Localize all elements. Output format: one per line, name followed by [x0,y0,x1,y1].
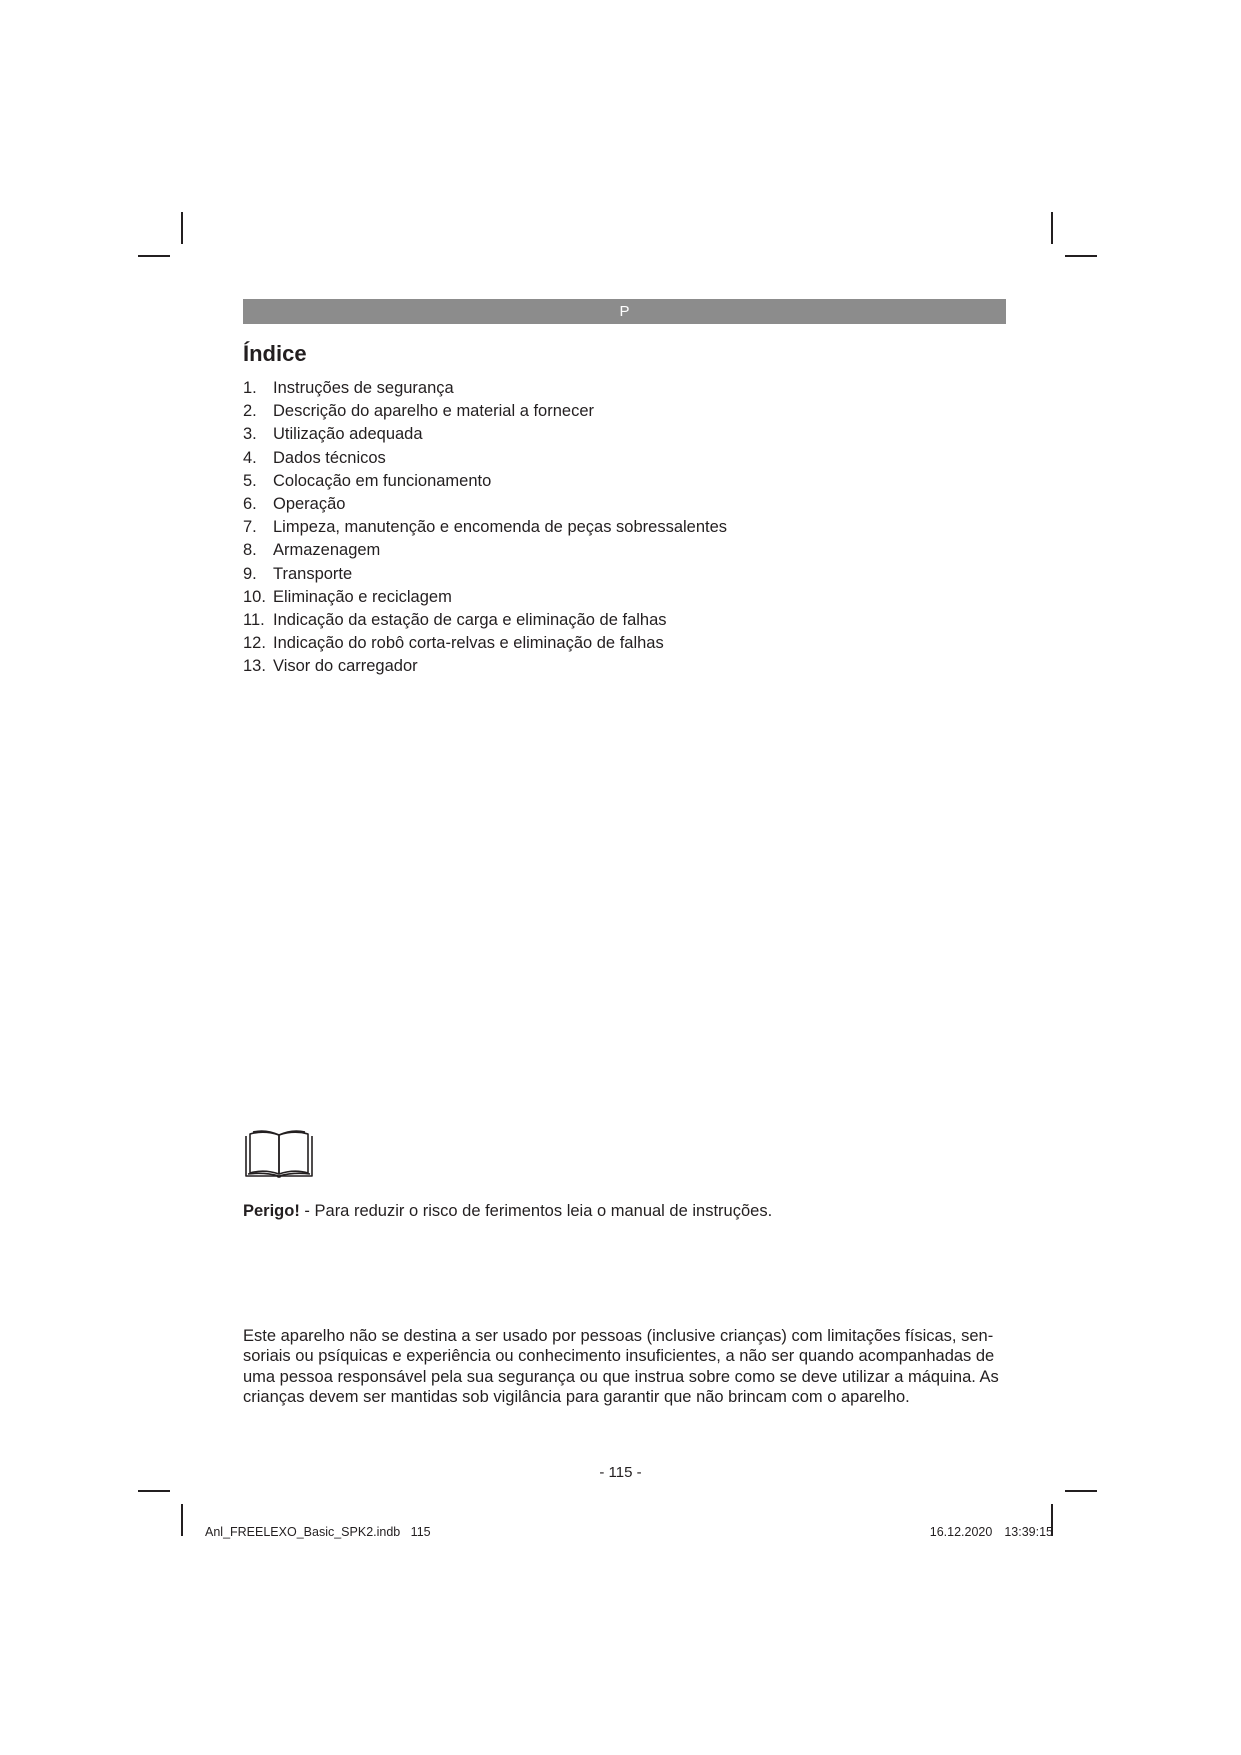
toc-item-number: 6. [243,495,257,514]
crop-mark [1065,255,1097,257]
toc-item-number: 7. [243,518,257,537]
toc-item-label: Transporte [273,564,353,583]
toc-item[interactable] [243,423,727,446]
toc-item[interactable] [243,516,727,539]
toc-item-number: 9. [243,564,257,583]
footer-time: 13:39:15 [1004,1525,1053,1539]
page-title: Índice [243,341,307,366]
danger-text: - Para reduzir o risco de ferimentos leia o manual de instruções. [299,1202,773,1220]
toc-item-number: 11. [243,611,265,630]
language-header-bar [243,299,1006,324]
toc-item[interactable] [243,470,727,493]
crop-mark [1051,212,1053,244]
safety-paragraph: Este aparelho não se destina a ser usado por pessoas (inclusive crianças) com limitações físicas, sen-soriais ou psíquicas e experiência ou conhecimento insuficientes, a não ser quando acompanhadas de uma pessoa responsável pela sua segurança ou que instrua sobre como se deve utilizar a máquina. As crianças devem ser mantidas sob vigilância para garantir que não brincam com o aparelho. [243,1327,999,1406]
toc-item-label: Colocação em funcionamento [273,471,492,490]
toc-item[interactable] [243,609,727,632]
open-book-icon [244,1130,314,1180]
toc-item-number: 3. [243,425,257,444]
toc-item-label: Indicação do robô corta-relvas e eliminação de falhas [273,634,664,653]
toc-item-label: Operação [273,495,346,514]
toc-item-number: 10. [243,587,266,606]
language-code: P [619,303,630,320]
toc-item-number: 8. [243,541,257,560]
toc-item-label: Utilização adequada [273,425,423,444]
footer-timestamp [930,1524,1053,1540]
danger-warning [243,1200,772,1222]
toc-item-number: 1. [243,379,257,397]
toc-item[interactable] [243,447,727,470]
toc-item[interactable] [243,377,727,400]
crop-mark [138,1490,170,1492]
toc-item-number: 4. [243,448,257,467]
toc-item[interactable] [243,655,727,678]
toc-item-label: Dados técnicos [273,448,386,467]
page-number: - 115 - [599,1464,642,1481]
toc-item[interactable] [243,539,727,562]
table-of-contents [243,377,727,679]
toc-item-label: Limpeza, manutenção e encomenda de peças sobressalentes [273,518,728,537]
toc-item-label: Indicação da estação de carga e eliminação de falhas [273,611,667,630]
danger-label: Perigo! [243,1202,300,1220]
toc-item-number: 12. [243,634,266,653]
toc-item[interactable] [243,632,727,655]
crop-mark [181,212,183,244]
toc-item[interactable] [243,586,727,609]
toc-item-label: Descrição do aparelho e material a fornecer [273,402,595,421]
footer-date: 16.12.2020 [929,1525,993,1539]
toc-item-number: 2. [243,402,257,421]
toc-item-label: Instruções de segurança [273,379,454,397]
crop-mark [138,255,170,257]
toc-item[interactable] [243,400,727,423]
toc-item[interactable] [243,493,727,516]
toc-item-label: Armazenagem [273,541,381,560]
footer-file-info: Anl_FREELEXO_Basic_SPK2.indb 115 [205,1525,431,1539]
crop-mark [181,1504,183,1536]
toc-item-number: 13. [243,657,266,676]
crop-mark [1065,1490,1097,1492]
toc-item-number: 5. [243,471,257,490]
toc-item-label: Eliminação e reciclagem [273,587,452,606]
toc-item[interactable] [243,563,727,586]
toc-item-label: Visor do carregador [273,657,418,676]
